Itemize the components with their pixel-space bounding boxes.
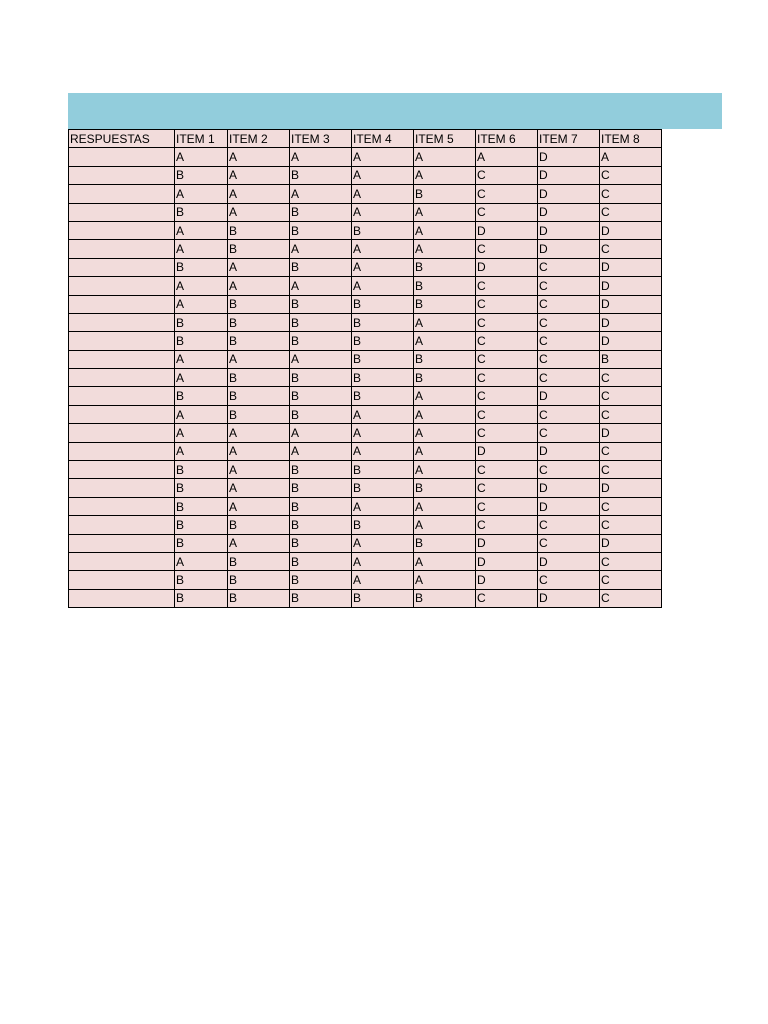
answer-cell[interactable]: D	[538, 166, 600, 184]
answer-cell[interactable]: B	[352, 589, 414, 607]
answer-cell[interactable]: A	[414, 221, 476, 239]
answer-cell[interactable]: C	[538, 332, 600, 350]
answer-cell[interactable]: C	[538, 350, 600, 368]
answer-cell[interactable]: B	[290, 166, 352, 184]
respuestas-cell[interactable]	[69, 313, 175, 331]
table-row	[69, 497, 662, 515]
answer-cell[interactable]: D	[600, 479, 662, 497]
answer-cell[interactable]: A	[175, 552, 228, 570]
respuestas-cell[interactable]	[69, 424, 175, 442]
answer-cell[interactable]: D	[600, 424, 662, 442]
answer-cell[interactable]: A	[414, 405, 476, 423]
answer-cell[interactable]: A	[352, 424, 414, 442]
answer-cell[interactable]: B	[352, 461, 414, 479]
answer-cell[interactable]: B	[290, 258, 352, 276]
answer-cell[interactable]: A	[175, 442, 228, 460]
answer-cell[interactable]: C	[538, 534, 600, 552]
answer-cell[interactable]: A	[352, 277, 414, 295]
answer-cell[interactable]: B	[290, 369, 352, 387]
answer-cell[interactable]: D	[600, 534, 662, 552]
answer-cell[interactable]: C	[476, 461, 538, 479]
answer-cell[interactable]: B	[228, 221, 290, 239]
respuestas-cell[interactable]	[69, 350, 175, 368]
answer-cell[interactable]: A	[352, 166, 414, 184]
answer-cell[interactable]: B	[352, 221, 414, 239]
answer-cell[interactable]: D	[476, 221, 538, 239]
answer-cell[interactable]: B	[228, 313, 290, 331]
table-row	[69, 369, 662, 387]
answer-cell[interactable]: D	[538, 589, 600, 607]
table-row	[69, 552, 662, 570]
answer-cell[interactable]: A	[352, 185, 414, 203]
answer-cell[interactable]: C	[476, 185, 538, 203]
answer-cell[interactable]: C	[476, 203, 538, 221]
answer-cell[interactable]: A	[175, 350, 228, 368]
answer-cell[interactable]: C	[538, 313, 600, 331]
answer-cell[interactable]: A	[414, 442, 476, 460]
answer-cell[interactable]: B	[352, 387, 414, 405]
respuestas-cell[interactable]	[69, 552, 175, 570]
answer-cell[interactable]: A	[414, 516, 476, 534]
answer-cell[interactable]: B	[352, 295, 414, 313]
answer-cell[interactable]: C	[476, 313, 538, 331]
answer-cell[interactable]: D	[600, 277, 662, 295]
answer-cell[interactable]: A	[414, 552, 476, 570]
answer-cell[interactable]: B	[175, 387, 228, 405]
answer-cell[interactable]: B	[352, 350, 414, 368]
table-row	[69, 332, 662, 350]
answer-cell[interactable]: A	[414, 166, 476, 184]
answer-cell[interactable]: B	[414, 185, 476, 203]
respuestas-cell[interactable]	[69, 405, 175, 423]
header-cell-item-3[interactable]: ITEM 3	[290, 130, 352, 148]
answer-cell[interactable]: C	[476, 516, 538, 534]
answer-cell[interactable]: B	[352, 479, 414, 497]
respuestas-cell[interactable]	[69, 148, 175, 166]
answer-cell[interactable]: A	[352, 571, 414, 589]
answer-cell[interactable]: B	[352, 332, 414, 350]
answer-cell[interactable]: C	[476, 589, 538, 607]
respuestas-cell[interactable]	[69, 369, 175, 387]
table-row	[69, 350, 662, 368]
answer-cell[interactable]: A	[175, 221, 228, 239]
answer-cell[interactable]: B	[352, 516, 414, 534]
header-cell-item-1[interactable]: ITEM 1	[175, 130, 228, 148]
table-row	[69, 203, 662, 221]
answer-cell[interactable]: B	[290, 295, 352, 313]
answer-cell[interactable]: A	[600, 148, 662, 166]
answer-cell[interactable]: B	[175, 479, 228, 497]
answer-cell[interactable]: A	[290, 240, 352, 258]
respuestas-cell[interactable]	[69, 258, 175, 276]
answer-cell[interactable]: D	[476, 534, 538, 552]
answer-cell[interactable]: B	[290, 497, 352, 515]
answer-cell[interactable]: B	[414, 277, 476, 295]
respuestas-cell[interactable]	[69, 534, 175, 552]
answer-cell[interactable]: B	[290, 589, 352, 607]
answer-cell[interactable]: B	[175, 497, 228, 515]
answer-cell[interactable]: C	[538, 258, 600, 276]
answer-cell[interactable]: B	[228, 516, 290, 534]
respuestas-cell[interactable]	[69, 166, 175, 184]
answer-cell[interactable]: B	[414, 479, 476, 497]
answer-cell[interactable]: B	[175, 258, 228, 276]
answer-cell[interactable]: B	[290, 516, 352, 534]
respuestas-cell[interactable]	[69, 185, 175, 203]
answer-cell[interactable]: C	[476, 295, 538, 313]
respuestas-cell[interactable]	[69, 277, 175, 295]
answer-cell[interactable]: A	[290, 277, 352, 295]
answer-cell[interactable]: D	[538, 552, 600, 570]
answer-cell[interactable]: A	[352, 534, 414, 552]
answer-cell[interactable]: C	[600, 387, 662, 405]
header-cell-item-5[interactable]: ITEM 5	[414, 130, 476, 148]
answer-cell[interactable]: A	[228, 461, 290, 479]
answer-cell[interactable]: A	[228, 166, 290, 184]
answer-cell[interactable]: A	[175, 148, 228, 166]
answer-cell[interactable]: A	[414, 240, 476, 258]
answer-cell[interactable]: B	[414, 534, 476, 552]
responses-table	[68, 129, 662, 608]
header-cell-item-2[interactable]: ITEM 2	[228, 130, 290, 148]
header-cell-item-8[interactable]: ITEM 8	[600, 130, 662, 148]
table-row	[69, 258, 662, 276]
answer-cell[interactable]: D	[476, 571, 538, 589]
answer-cell[interactable]: B	[352, 313, 414, 331]
answer-cell[interactable]: A	[228, 479, 290, 497]
answer-cell[interactable]: B	[290, 313, 352, 331]
answer-cell[interactable]: C	[600, 461, 662, 479]
answer-cell[interactable]: B	[414, 369, 476, 387]
answer-cell[interactable]: C	[476, 387, 538, 405]
answer-cell[interactable]: C	[476, 166, 538, 184]
respuestas-cell[interactable]	[69, 516, 175, 534]
answer-cell[interactable]: D	[538, 185, 600, 203]
answer-cell[interactable]: B	[175, 461, 228, 479]
answer-cell[interactable]: D	[538, 387, 600, 405]
answer-cell[interactable]: D	[538, 497, 600, 515]
answer-cell[interactable]: B	[228, 552, 290, 570]
answer-cell[interactable]: C	[476, 332, 538, 350]
table-row	[69, 589, 662, 607]
answer-cell[interactable]: C	[476, 350, 538, 368]
answer-cell[interactable]: B	[290, 552, 352, 570]
answer-cell[interactable]: C	[476, 369, 538, 387]
table-row	[69, 516, 662, 534]
answer-cell[interactable]: C	[600, 552, 662, 570]
answer-cell[interactable]: A	[175, 369, 228, 387]
answer-cell[interactable]: C	[538, 571, 600, 589]
answer-cell[interactable]: C	[600, 166, 662, 184]
answer-cell[interactable]: A	[352, 240, 414, 258]
respuestas-cell[interactable]	[69, 387, 175, 405]
answer-cell[interactable]: B	[290, 534, 352, 552]
answer-cell[interactable]: B	[290, 405, 352, 423]
answer-cell[interactable]: B	[290, 332, 352, 350]
answer-cell[interactable]: B	[414, 295, 476, 313]
answer-cell[interactable]: A	[290, 185, 352, 203]
answer-cell[interactable]: B	[414, 589, 476, 607]
respuestas-cell[interactable]	[69, 332, 175, 350]
table-row	[69, 185, 662, 203]
answer-cell[interactable]: C	[600, 369, 662, 387]
answer-cell[interactable]: A	[228, 203, 290, 221]
answer-cell[interactable]: D	[538, 148, 600, 166]
answer-cell[interactable]: B	[175, 534, 228, 552]
table-row	[69, 221, 662, 239]
answer-cell[interactable]: A	[228, 424, 290, 442]
answer-cell[interactable]: C	[538, 405, 600, 423]
answer-cell[interactable]: A	[414, 497, 476, 515]
answer-cell[interactable]: A	[414, 313, 476, 331]
answer-cell[interactable]: B	[228, 240, 290, 258]
answer-cell[interactable]: B	[600, 350, 662, 368]
answer-cell[interactable]: D	[538, 221, 600, 239]
answer-cell[interactable]: A	[352, 405, 414, 423]
answer-cell[interactable]: A	[228, 258, 290, 276]
answer-cell[interactable]: B	[290, 461, 352, 479]
answer-cell[interactable]: C	[476, 240, 538, 258]
table-row	[69, 534, 662, 552]
answer-cell[interactable]: A	[228, 148, 290, 166]
answer-cell[interactable]: A	[476, 148, 538, 166]
header-cell-item-6[interactable]: ITEM 6	[476, 130, 538, 148]
answer-cell[interactable]: D	[476, 258, 538, 276]
table-row	[69, 405, 662, 423]
answer-cell[interactable]: B	[228, 405, 290, 423]
respuestas-cell[interactable]	[69, 497, 175, 515]
answer-cell[interactable]: A	[352, 552, 414, 570]
answer-cell[interactable]: B	[175, 571, 228, 589]
answer-cell[interactable]: B	[352, 369, 414, 387]
answer-cell[interactable]: B	[228, 369, 290, 387]
table-row	[69, 295, 662, 313]
respuestas-cell[interactable]	[69, 240, 175, 258]
answer-cell[interactable]: B	[175, 203, 228, 221]
table-row	[69, 277, 662, 295]
answer-cell[interactable]: C	[476, 424, 538, 442]
answer-cell[interactable]: A	[228, 497, 290, 515]
answer-cell[interactable]: B	[228, 295, 290, 313]
answer-cell[interactable]: A	[414, 148, 476, 166]
answer-cell[interactable]: A	[175, 424, 228, 442]
answer-cell[interactable]: A	[228, 534, 290, 552]
answer-cell[interactable]: B	[414, 350, 476, 368]
answer-cell[interactable]: C	[600, 405, 662, 423]
answer-cell[interactable]: B	[228, 387, 290, 405]
answer-cell[interactable]: D	[476, 442, 538, 460]
answer-cell[interactable]: A	[228, 185, 290, 203]
answer-cell[interactable]: C	[600, 442, 662, 460]
answer-cell[interactable]: D	[538, 203, 600, 221]
table-row	[69, 479, 662, 497]
table-row	[69, 461, 662, 479]
answer-cell[interactable]: A	[414, 424, 476, 442]
respuestas-cell[interactable]	[69, 442, 175, 460]
answer-cell[interactable]: C	[476, 479, 538, 497]
answer-cell[interactable]: C	[600, 497, 662, 515]
answer-cell[interactable]: A	[414, 571, 476, 589]
answer-cell[interactable]: C	[538, 369, 600, 387]
answer-cell[interactable]: A	[228, 442, 290, 460]
answer-cell[interactable]: B	[175, 166, 228, 184]
answer-cell[interactable]: C	[538, 516, 600, 534]
answer-cell[interactable]: A	[290, 148, 352, 166]
answer-cell[interactable]: B	[175, 589, 228, 607]
answer-cell[interactable]: A	[414, 332, 476, 350]
answer-cell[interactable]: A	[352, 203, 414, 221]
respuestas-cell[interactable]	[69, 461, 175, 479]
answer-cell[interactable]: A	[290, 350, 352, 368]
answer-cell[interactable]: C	[476, 277, 538, 295]
answer-cell[interactable]: B	[175, 313, 228, 331]
answer-cell[interactable]: D	[600, 295, 662, 313]
answer-cell[interactable]: C	[600, 240, 662, 258]
answer-cell[interactable]: C	[600, 516, 662, 534]
answer-cell[interactable]: C	[476, 497, 538, 515]
answer-cell[interactable]: C	[600, 185, 662, 203]
answer-cell[interactable]: D	[600, 332, 662, 350]
answer-cell[interactable]: B	[414, 258, 476, 276]
respuestas-cell[interactable]	[69, 479, 175, 497]
respuestas-cell[interactable]	[69, 571, 175, 589]
header-cell-respuestas[interactable]: RESPUESTAS	[69, 130, 175, 148]
answer-cell[interactable]: D	[538, 442, 600, 460]
answer-cell[interactable]: C	[600, 571, 662, 589]
answer-cell[interactable]: B	[290, 479, 352, 497]
answer-cell[interactable]: B	[228, 589, 290, 607]
header-cell-item-7[interactable]: ITEM 7	[538, 130, 600, 148]
respuestas-cell[interactable]	[69, 221, 175, 239]
answer-cell[interactable]: B	[290, 221, 352, 239]
answer-cell[interactable]: B	[175, 332, 228, 350]
answer-cell[interactable]: B	[228, 332, 290, 350]
answer-cell[interactable]: C	[538, 295, 600, 313]
answer-cell[interactable]: A	[414, 461, 476, 479]
answer-cell[interactable]: D	[600, 313, 662, 331]
answer-cell[interactable]: A	[175, 185, 228, 203]
answer-cell[interactable]: B	[290, 571, 352, 589]
answer-cell[interactable]: A	[352, 258, 414, 276]
respuestas-cell[interactable]	[69, 295, 175, 313]
answer-cell[interactable]: A	[175, 240, 228, 258]
table-row	[69, 424, 662, 442]
answer-cell[interactable]: A	[290, 424, 352, 442]
header-cell-item-4[interactable]: ITEM 4	[352, 130, 414, 148]
answer-cell[interactable]: C	[600, 203, 662, 221]
header-band	[68, 93, 722, 129]
answer-cell[interactable]: B	[290, 387, 352, 405]
respuestas-cell[interactable]	[69, 589, 175, 607]
respuestas-cell[interactable]	[69, 203, 175, 221]
answer-cell[interactable]: A	[352, 148, 414, 166]
answer-cell[interactable]: B	[290, 203, 352, 221]
answer-cell[interactable]: A	[290, 442, 352, 460]
answer-cell[interactable]: A	[228, 277, 290, 295]
answer-cell[interactable]: C	[476, 405, 538, 423]
answer-cell[interactable]: C	[600, 589, 662, 607]
table-row	[69, 166, 662, 184]
answer-cell[interactable]: A	[175, 405, 228, 423]
answer-cell[interactable]: A	[414, 387, 476, 405]
answer-cell[interactable]: A	[175, 295, 228, 313]
answer-cell[interactable]: A	[352, 442, 414, 460]
answer-cell[interactable]: C	[538, 277, 600, 295]
answer-cell[interactable]: B	[175, 516, 228, 534]
table-row	[69, 387, 662, 405]
header-row	[69, 130, 662, 148]
table-row	[69, 571, 662, 589]
answer-cell[interactable]: D	[476, 552, 538, 570]
answer-cell[interactable]: A	[228, 350, 290, 368]
answer-cell[interactable]: A	[175, 277, 228, 295]
answer-cell[interactable]: C	[538, 424, 600, 442]
table-row	[69, 240, 662, 258]
answer-cell[interactable]: D	[600, 221, 662, 239]
table-row	[69, 313, 662, 331]
answer-cell[interactable]: D	[600, 258, 662, 276]
table-row	[69, 442, 662, 460]
answer-cell[interactable]: D	[538, 479, 600, 497]
answer-cell[interactable]: D	[538, 240, 600, 258]
answer-cell[interactable]: B	[228, 571, 290, 589]
table-row	[69, 148, 662, 166]
answer-cell[interactable]: A	[352, 497, 414, 515]
answer-cell[interactable]: A	[414, 203, 476, 221]
answer-cell[interactable]: C	[538, 461, 600, 479]
